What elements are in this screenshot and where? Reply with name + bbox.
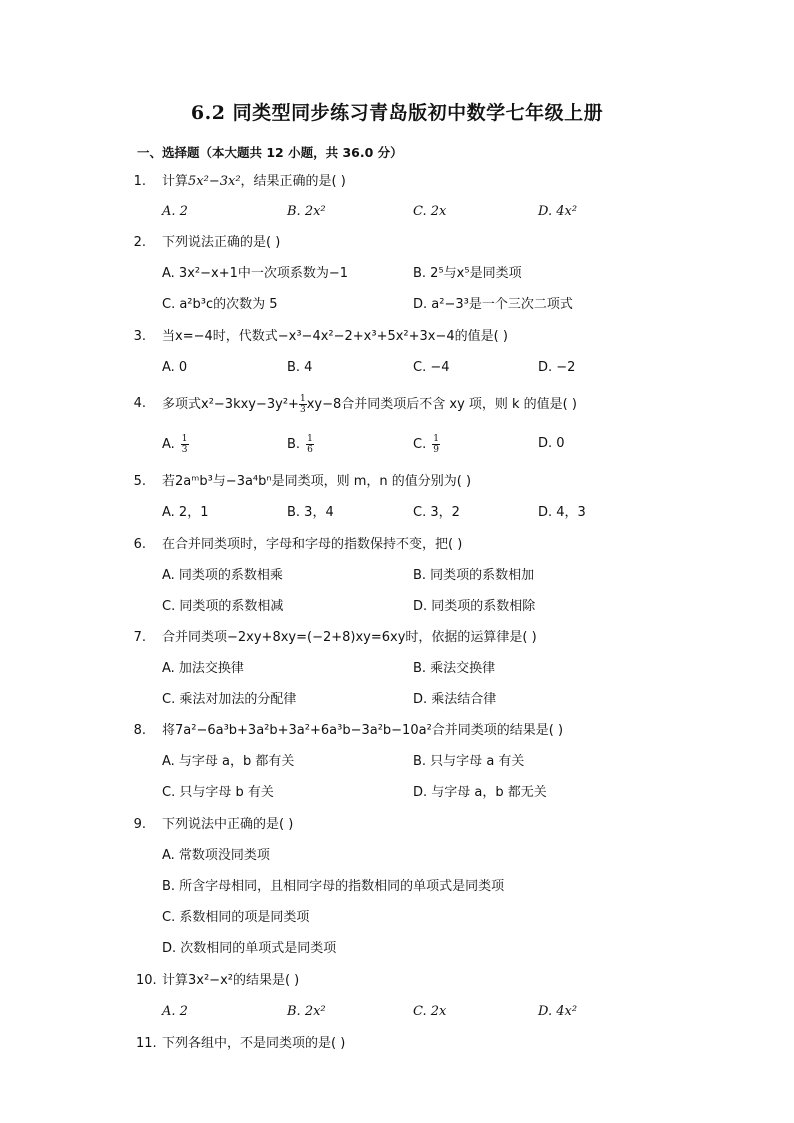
question-stem: 若2aᵐb³与−3a⁴bⁿ是同类项，则 m，n 的值分别为( ) [162,474,472,489]
question-stem: 计算5x²−3x²，结果正确的是( ) [162,174,346,189]
option-c[interactable]: C. $\frac{1}{9}$ [413,434,439,455]
option-d[interactable]: D. 与字母 a，b 都无关 [413,785,547,800]
option-a[interactable]: A. 2 [162,204,188,219]
option-d[interactable]: D. 0 [538,436,565,451]
option-c[interactable]: C. 同类项的系数相减 [162,599,284,614]
option-a[interactable]: A. 加法交换律 [162,661,244,676]
question-number: 1. [133,174,146,189]
option-d[interactable]: D. a²−3³是一个三次二项式 [413,297,573,312]
question-number: 4. [133,396,146,411]
option-c[interactable]: C. −4 [413,360,450,375]
option-b[interactable]: B. 2⁵与x⁵是同类项 [413,266,522,281]
option-a[interactable]: A. 常数项没同类项 [162,848,270,863]
option-c[interactable]: C. 2x [413,1004,447,1019]
question-stem: 下列说法正确的是( ) [162,235,281,250]
option-b[interactable]: B. $\frac{1}{6}$ [287,434,313,455]
option-c[interactable]: C. a²b³c的次数为 5 [162,297,278,312]
option-b[interactable]: B. 乘法交换律 [413,661,496,676]
option-b[interactable]: B. 只与字母 a 有关 [413,754,525,769]
question-number: 9. [133,817,146,832]
question-number: 8. [133,723,146,738]
option-d[interactable]: D. 4x² [538,204,578,219]
option-b[interactable]: B. 2x² [287,1004,326,1019]
option-b[interactable]: B. 4 [287,360,313,375]
question-number: 6. [133,537,146,552]
section-heading: 一、选择题（本大题共 12 小题，共 36.0 分） [137,145,403,160]
option-b[interactable]: B. 3，4 [287,505,334,520]
option-d[interactable]: D. 乘法结合律 [413,692,497,707]
question-stem: 合并同类项−2xy+8xy=(−2+8)xy=6xy时，依据的运算律是( ) [162,630,537,645]
option-a[interactable]: A. 2，1 [162,505,209,520]
option-a[interactable]: A. 3x²−x+1中一次项系数为−1 [162,266,349,281]
fraction: $\frac{1}{3}$ [299,394,306,415]
question-stem: 多项式x²−3kxy−3y²+ $\frac{1}{3}$ xy−8合并同类项后不含 xy 项，则 k 的值是( ) [162,394,577,415]
question-number: 5. [133,474,146,489]
option-c[interactable]: C. 3，2 [413,505,460,520]
question-number: 7. [133,630,146,645]
question-stem: 在合并同类项时，字母和字母的指数保持不变，把( ) [162,537,463,552]
option-b[interactable]: B. 2x² [287,204,326,219]
question-number: 11. [136,1036,157,1051]
option-d[interactable]: D. −2 [538,360,576,375]
option-c[interactable]: C. 只与字母 b 有关 [162,785,274,800]
option-d[interactable]: D. 4x² [538,1004,578,1019]
option-a[interactable]: A. $\frac{1}{3}$ [162,434,188,455]
question-stem: 下列说法中正确的是( ) [162,817,294,832]
option-d[interactable]: D. 同类项的系数相除 [413,599,536,614]
option-c[interactable]: C. 系数相同的项是同类项 [162,910,310,925]
question-stem: 将7a²−6a³b+3a²b+3a²+6a³b−3a²b−10a²合并同类项的结果是( ) [162,723,564,738]
question-stem: 当x=−4时，代数式−x³−4x²−2+x³+5x²+3x−4的值是( ) [162,329,508,344]
option-b[interactable]: B. 同类项的系数相加 [413,568,535,583]
option-c[interactable]: C. 乘法对加法的分配律 [162,692,297,707]
question-number: 10. [136,973,157,988]
option-b[interactable]: B. 所含字母相同，且相同字母的指数相同的单项式是同类项 [162,879,505,894]
question-stem: 计算3x²−x²的结果是( ) [162,973,300,988]
option-d[interactable]: D. 次数相同的单项式是同类项 [162,941,337,956]
option-a[interactable]: A. 2 [162,1004,188,1019]
page-title: 6.2 同类型同步练习青岛版初中数学七年级上册 [190,102,604,124]
option-a[interactable]: A. 0 [162,360,188,375]
question-number: 3. [133,329,146,344]
option-d[interactable]: D. 4，3 [538,505,586,520]
question-number: 2. [133,235,146,250]
option-a[interactable]: A. 同类项的系数相乘 [162,568,283,583]
option-c[interactable]: C. 2x [413,204,447,219]
question-stem: 下列各组中，不是同类项的是( ) [162,1036,346,1051]
option-a[interactable]: A. 与字母 a，b 都有关 [162,754,295,769]
